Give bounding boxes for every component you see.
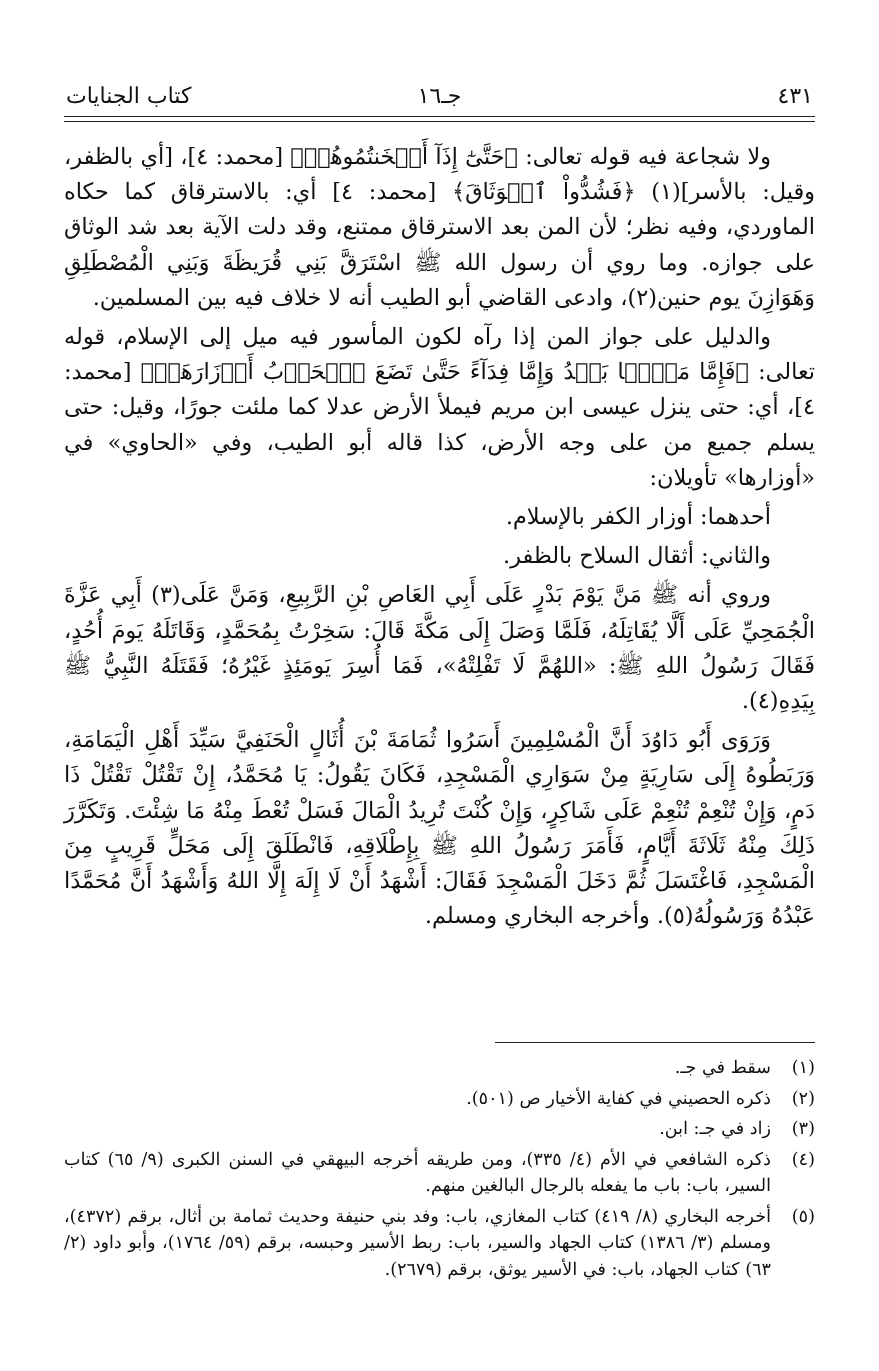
footnote-separator — [495, 1042, 815, 1043]
paragraph: وَرَوَى أَبُو دَاوُدَ أَنَّ الْمُسْلِمِينَ أَسَرُوا ثُمَامَةَ بْنَ أُثَالٍ الْحَنَفِيَّ سَيِّدَ أَهْلِ الْيَمَامَةِ، وَرَبَطُوهُ إِلَى سَارِيَةٍ مِنْ سَوَارِي الْمَسْجِدِ، فَكَانَ يَقُولُ: يَا مُحَمَّدُ، إِنْ تَقْتُلْ تَقْتُلْ ذَا دَمٍ، وَإِنْ تُنْعِمْ تُنْعِمْ عَلَى شَاكِرٍ، وَإِنْ كُنْتَ تُرِيدُ الْمَالَ فَسَلْ تُعْطَ مِنْهُ مَا شِئْتَ. وَتَكَرَّرَ ذَلِكَ مِنْهُ ثَلَاثَةَ أَيَّامٍ، فَأَمَرَ رَسُولُ اللهِ ﷺ بِإِطْلَاقِهِ، فَانْطَلَقَ إِلَى مَحَلٍّ قَرِيبٍ مِنَ الْمَسْجِدِ، فَاغْتَسَلَ ثُمَّ دَخَلَ الْمَسْجِدَ فَقَالَ: أَشْهَدُ أَنْ لَا إِلَهَ إِلَّا اللهُ وَأَشْهَدُ أَنَّ مُحَمَّدًا عَبْدُهُ وَرَسُولُهُ(٥). وأخرجه البخاري ومسلم. — [64, 727, 815, 930]
footnote-number: (٢) — [791, 1088, 815, 1109]
page-number: ٤٣١ — [777, 83, 813, 109]
paragraph: ولا شجاعة فيه قوله تعالى: ﴿حَتَّىٰٓ إِذَآ أَثۡخَنتُمُوهُمۡ﴾ [محمد: ٤]، [أي بالظفر، وقيل: بالأسر](١) ﴿فَشُدُّواْ ٱلۡوَثَاقَ﴾ [محمد: ٤] أي: بالاسترقاق كما حكاه الماوردي، وفيه نظر؛ لأن المن بعد الاسترقاق ممتنع، وقد دلت الآية بعد شد الوثاق على جوازه. وما روي أن رسول الله ﷺ اسْتَرَقَّ بَنِي قُرَيظَةَ وَبَنِي الْمُصْطَلِقِ وَهَوَازِنَ يوم حنين(٢)، وادعى القاضي أبو الطيب أنه لا خلاف فيه بين المسلمين. — [64, 144, 815, 311]
paragraph: أحدهما: أوزار الكفر بالإسلام. — [505, 504, 771, 531]
footnote — [64, 1204, 815, 1284]
footnote-text: أخرجه البخاري (٨/ ٤١٩) كتاب المغازي، باب: وفد بني حنيفة وحديث ثمامة بن أثال، برقم (٤٣٧٢)، ومسلم (٣/ ١٣٨٦) كتاب الجهاد والسير، باب: ربط الأسير وحبسه، برقم (٥٩/ ١٧٦٤)، وأبو داود (٢/ ٦٣) كتاب الجهاد، باب: في الأسير يوثق، برقم (٢٦٧٩). — [64, 1206, 771, 1280]
header-rule-thin — [64, 121, 815, 122]
footnote — [64, 1147, 815, 1200]
main-text — [64, 140, 815, 938]
header-rule — [64, 116, 815, 117]
volume-label: جـ١٦ — [417, 83, 462, 109]
paragraph: والثاني: أثقال السلاح بالظفر. — [503, 543, 771, 570]
footnote-number: (٥) — [791, 1206, 815, 1227]
footnote-number: (٣) — [791, 1119, 815, 1139]
paragraph: والدليل على جواز المن إذا رآه لكون المأسور فيه ميل إلى الإسلام، قوله تعالى: ﴿فَإِمَّا مَنَّۢا بَعۡدُ وَإِمَّا فِدَآءً حَتَّىٰ تَضَعَ ٱلۡحَرۡبُ أَوۡزَارَهَاۚ﴾ [محمد: ٤]، أي: حتى ينزل عيسى ابن مريم فيملأ الأرض عدلا كما ملئت جورًا، وقيل: حتى يسلم جميع من على وجه الأرض، كذا قاله أبو الطيب، وفي «الحاوي» في «أوزارها» تأويلان: — [64, 324, 815, 491]
footnote-number: (٤) — [791, 1149, 815, 1170]
footnote — [64, 1086, 815, 1113]
footnote — [64, 1055, 815, 1082]
page-header — [66, 78, 813, 114]
footnote-text: ذكره الحصيني في كفاية الأخيار ص (٥٠١). — [466, 1088, 771, 1109]
footnote-text: زاد في جـ: ابن. — [659, 1119, 771, 1139]
footnote-text: سقط في جـ. — [674, 1058, 771, 1078]
footnote-text: ذكره الشافعي في الأم (٤/ ٣٣٥)، ومن طريقه أخرجه البيهقي في السنن الكبرى (٩/ ٦٥) كتاب السير، باب: باب ما يفعله بالرجال البالغين منهم. — [64, 1149, 771, 1196]
footnote-number: (١) — [791, 1058, 815, 1078]
footnotes — [64, 1055, 815, 1287]
book-title: كتاب الجنايات — [66, 83, 192, 109]
paragraph: وروي أنه ﷺ مَنَّ يَوْمَ بَدْرٍ عَلَى أَبِي العَاصِ بْنِ الرَّبِيعِ، وَمَنَّ عَلَى(٣) أَبِي عَزَّةَ الْجُمَحِيِّ عَلَى أَلَّا يُقَاتِلَهُ، فَلَمَّا وَصَلَ إِلَى مَكَّةَ قَالَ: سَخِرْتُ بِمُحَمَّدٍ، وَقَاتَلَهُ يَومَ أُحُدٍ، فَقَالَ رَسُولُ اللهِ ﷺ: «اللهُمَّ لَا تَفْلِتْهُ»، فَمَا أُسِرَ يَومَئِذٍ غَيْرُهُ؛ فَقَتَلَهُ النَّبِيُّ ﷺ بِيَدِهِ(٤). — [64, 582, 815, 715]
footnote — [64, 1116, 815, 1143]
